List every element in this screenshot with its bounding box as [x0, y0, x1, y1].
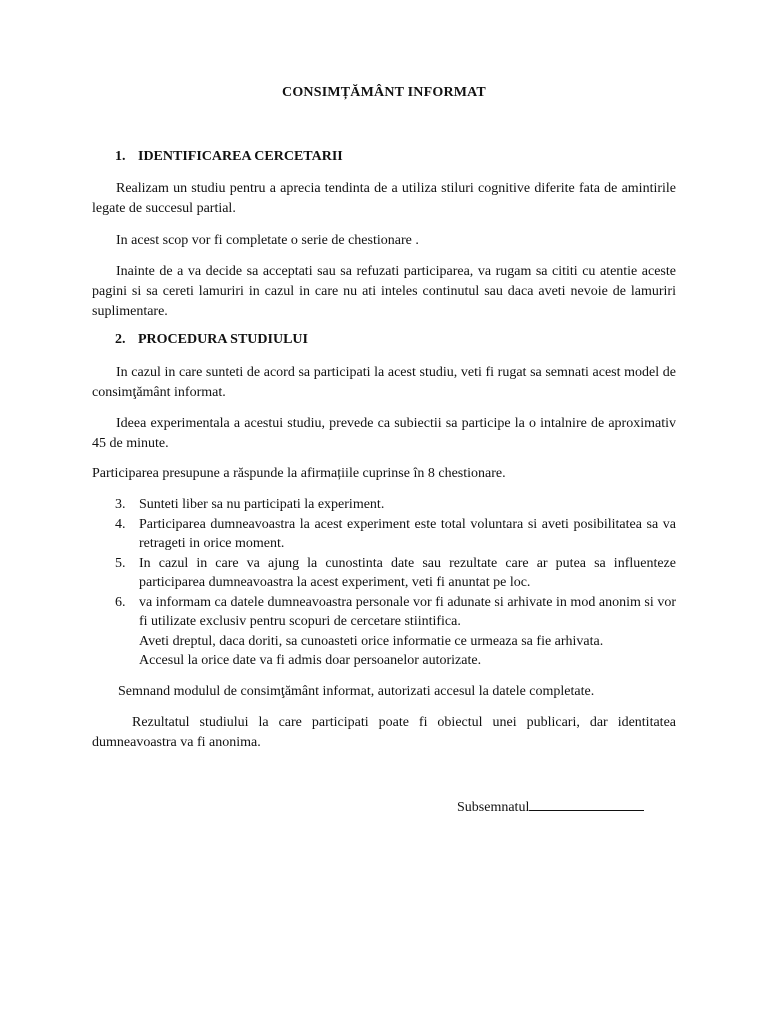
- signature-line[interactable]: [529, 796, 644, 811]
- section-title: PROCEDURA STUDIULUI: [138, 332, 308, 347]
- signature-block: [457, 796, 644, 816]
- section-number: 2.: [115, 332, 126, 347]
- paragraph: In cazul in care sunteti de acord sa participati la acest studiu, veti fi rugat sa semnati acest model de consimţământ informat.: [92, 365, 676, 400]
- list-item-text: va informam ca datele dumneavoastra personale vor fi adunate si arhivate in mod anonim si vor fi utilizate exclusiv pentru scopuri de cercetare stiintifica.: [139, 594, 676, 629]
- paragraph: Semnand modulul de consimţământ informat, autorizati accesul la datele completate.: [118, 684, 595, 699]
- section-heading-identificare: [115, 149, 343, 165]
- list-item: [115, 593, 676, 671]
- paragraph: Ideea experimentala a acestui studiu, prevede ca subiectii sa participe la o intalnire de aproximativ 45 de minute.: [92, 416, 676, 451]
- list-item-number: 6.: [115, 594, 126, 610]
- list-item: [115, 515, 676, 554]
- paragraph: Participarea presupune a răspunde la afirmațiile cuprinse în 8 chestionare.: [92, 466, 506, 481]
- list-item: [115, 554, 676, 593]
- list-item-text: Participarea dumneavoastra la acest experiment este total voluntara si aveti posibilitatea sa va retrageti in orice moment.: [139, 516, 676, 551]
- list-item: [115, 495, 676, 515]
- list-item-subtext: Accesul la orice date va fi admis doar persoanelor autorizate.: [139, 653, 482, 668]
- paragraph: Realizam un studiu pentru a aprecia tendinta de a utiliza stiluri cognitive diferite fata de amintirile legate de succesul partial.: [92, 181, 676, 216]
- list-item-number: 3.: [115, 497, 126, 512]
- signature-label: Subsemnatul: [457, 800, 530, 815]
- numbered-list: [115, 495, 676, 671]
- paragraph: Rezultatul studiului la care participati poate fi obiectul unei publicari, dar identitatea dumneavoastra va fi anonima.: [92, 715, 676, 750]
- list-item-number: 5.: [115, 555, 126, 571]
- list-item-text: In cazul in care va ajung la cunostinta date sau rezultate care ar putea sa influenteze participarea dumneavoastra la acest experiment, veti fi anuntat pe loc.: [139, 555, 676, 590]
- section-number: 1.: [115, 149, 126, 164]
- list-item-subtext: Aveti dreptul, daca doriti, sa cunoasteti orice informatie ce urmeaza sa fie arhivata.: [139, 633, 604, 649]
- document-title: CONSIMȚĂMÂNT INFORMAT: [282, 85, 486, 100]
- list-item-number: 4.: [115, 516, 126, 532]
- section-heading-procedura: [115, 332, 308, 348]
- list-item-text: Sunteti liber sa nu participati la experiment.: [139, 497, 385, 512]
- paragraph: In acest scop vor fi completate o serie de chestionare .: [116, 233, 419, 248]
- paragraph: Inainte de a va decide sa acceptati sau sa refuzati participarea, va rugam sa cititi cu atentie aceste pagini si sa cereti lamuriri in cazul in care nu ati inteles continutul sau daca aveti nevoie de lamuriri suplimentare.: [92, 264, 676, 319]
- section-title: IDENTIFICAREA CERCETARII: [138, 149, 343, 164]
